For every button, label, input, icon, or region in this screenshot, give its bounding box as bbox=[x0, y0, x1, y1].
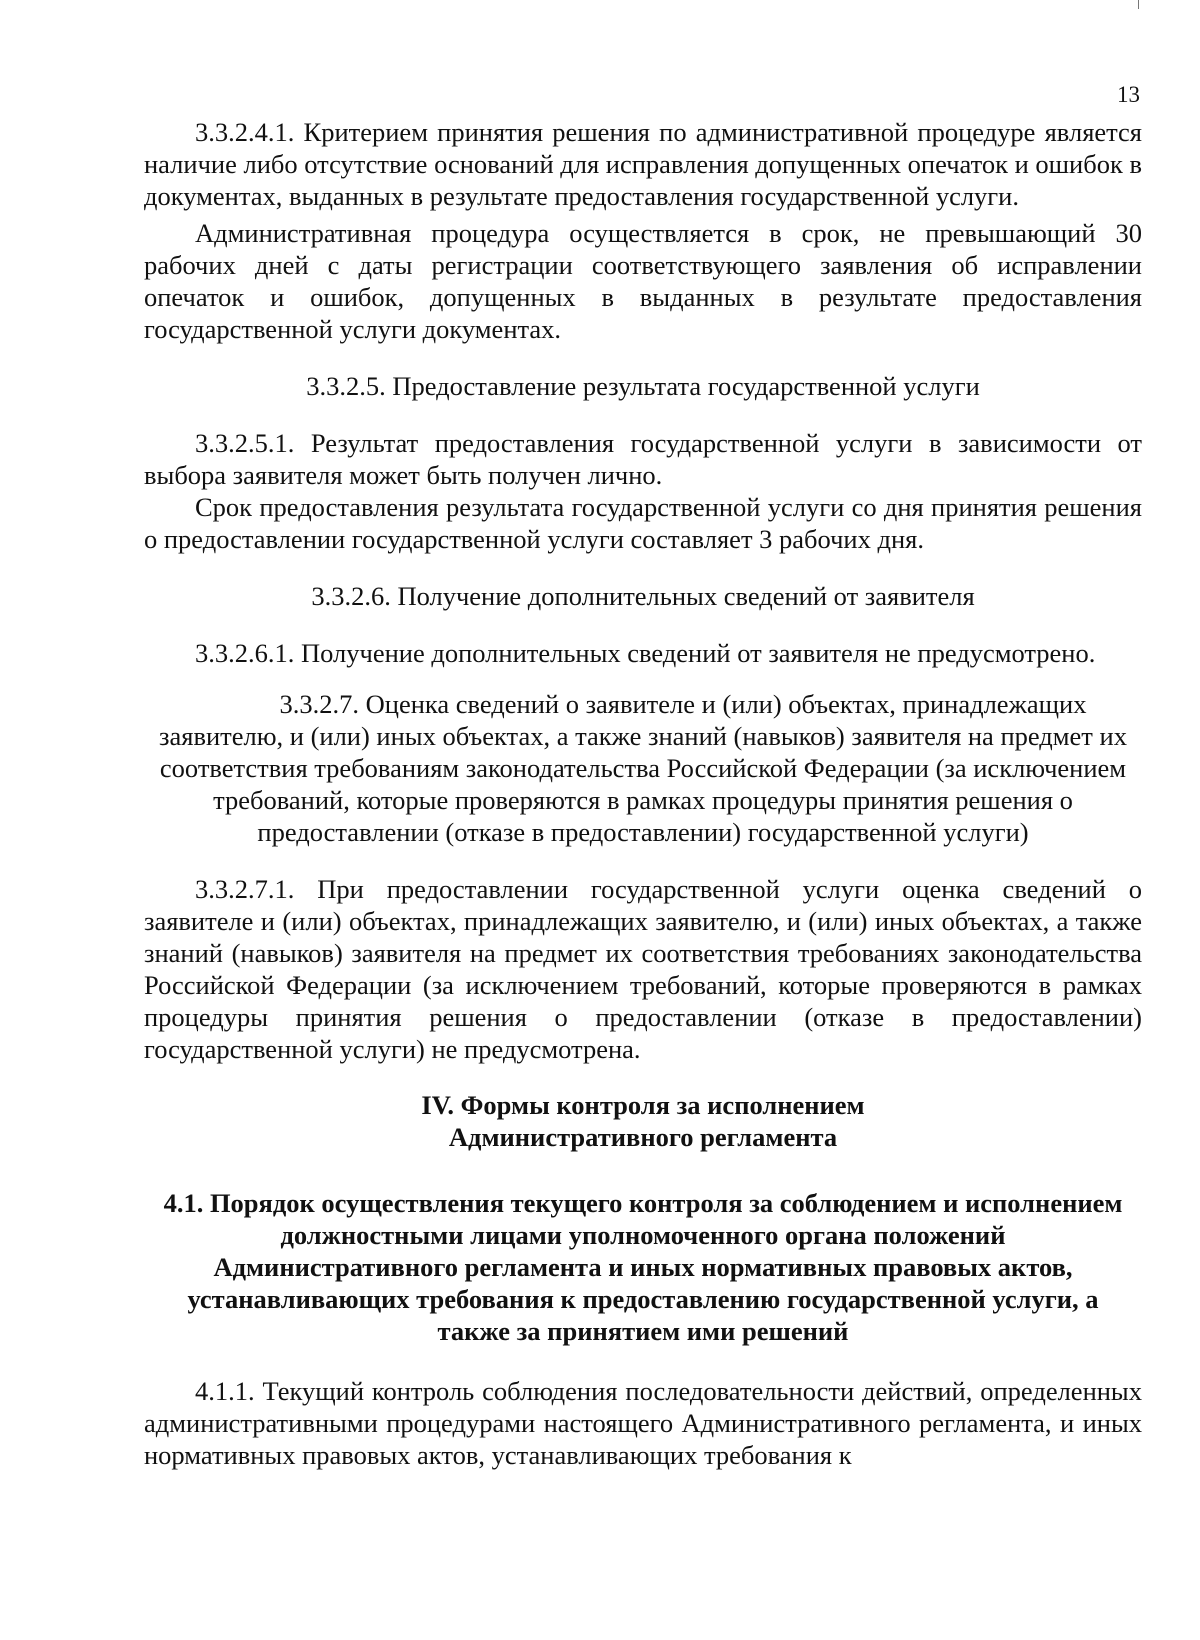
paragraph-3-3-2-6-1: 3.3.2.6.1. Получение дополнительных сведений от заявителя не предусмотрено. bbox=[195, 638, 1096, 668]
section-heading-iv-line-1: IV. Формы контроля за исполнением bbox=[421, 1090, 865, 1120]
subheading-3-3-2-7 bbox=[154, 688, 1132, 848]
section-heading-iv-line-2: Административного регламента bbox=[448, 1122, 838, 1152]
section-heading-4-1: 4.1. Порядок осуществления текущего контроля за соблюдением и исполнением должностными лицами уполномоченного органа положений Административного регламента и иных нормативных правовых актов, устанавливающих требования к предоставлению государственной услуги, а также за принятием ими решений bbox=[163, 1188, 1123, 1346]
paragraph-4-1-1: 4.1.1. Текущий контроль соблюдения последовательности действий, определенных административными процедурами настоящего Административного регламента, и иных нормативных правовых актов, устанавливающих требования к bbox=[144, 1376, 1142, 1470]
paragraph-procedure-term: Административная процедура осуществляется в срок, не превышающий 30 рабочих дней с даты регистрации соответствующего заявления об исправлении опечаток и ошибок, допущенных в выданных в результате предоставления государственной услуги документах. bbox=[144, 218, 1142, 344]
page-number: 13 bbox=[1117, 82, 1140, 107]
document-body bbox=[144, 116, 1142, 1471]
paragraph-3-3-2-7-1: 3.3.2.7.1. При предоставлении государственной услуги оценка сведений о заявителе и (или) объектах, принадлежащих заявителю, и (или) иных объектах, а также знаний (навыков) заявителя на предмет их соответствия требованиях законодательства Российской Федерации (за исключением требований, которые проверяются в рамках процедуры принятия решения о предоставлении (отказе в предоставлении) государственной услуги) не предусмотрена. bbox=[144, 874, 1142, 1064]
paragraph-3-3-2-5-1: 3.3.2.5.1. Результат предоставления государственной услуги в зависимости от выбора заявителя может быть получен лично. bbox=[144, 428, 1142, 490]
section-heading-iv bbox=[144, 1089, 1142, 1153]
paragraph-result-term: Срок предоставления результата государственной услуги со дня принятия решения о предоставлении государственной услуги составляет 3 рабочих дня. bbox=[144, 492, 1142, 554]
subheading-3-3-2-7-text: 3.3.2.7. Оценка сведений о заявителе и (или) объектах, принадлежащих заявителю, и (или) иных объектах, а также знаний (навыков) заявителя на предмет их соответствия требованиям законодательства Российской Федерации (за исключением требований, которые проверяются в рамках процедуры принятия решения о предоставлении (отказе в предоставлении) государственной услуги) bbox=[159, 689, 1127, 847]
subheading-3-3-2-5: 3.3.2.5. Предоставление результата государственной услуги bbox=[306, 371, 980, 401]
paragraph-3-3-2-4-1: 3.3.2.4.1. Критерием принятия решения по административной процедуре является наличие либо отсутствие оснований для исправления допущенных опечаток и ошибок в документах, выданных в результате предоставления государственной услуги. bbox=[144, 117, 1142, 211]
scan-edge-mark bbox=[1138, 0, 1139, 9]
subheading-3-3-2-6: 3.3.2.6. Получение дополнительных сведений от заявителя bbox=[311, 581, 975, 611]
